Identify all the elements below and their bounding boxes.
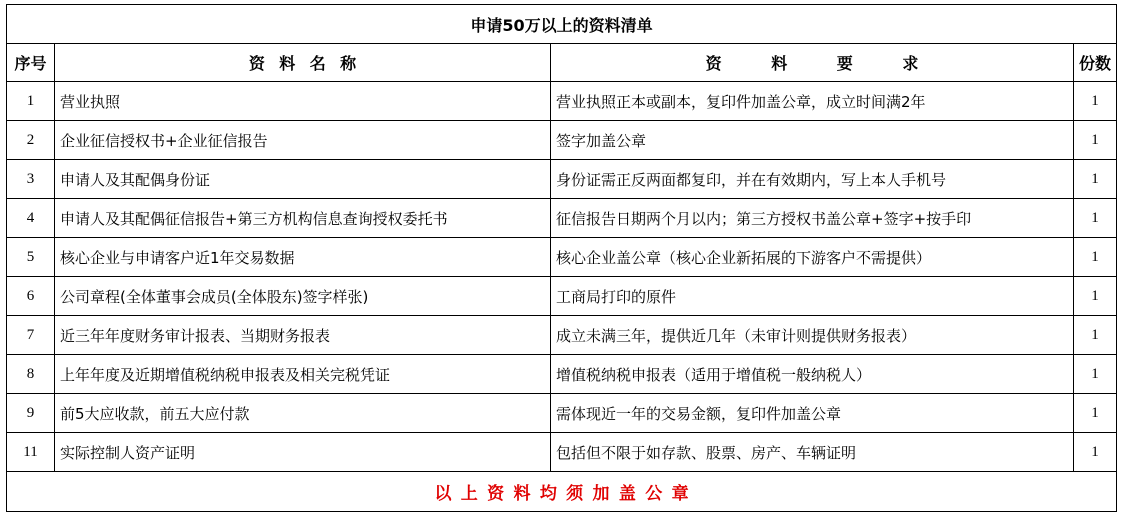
row-name: 前5大应收款，前五大应付款 xyxy=(55,394,551,433)
table-row xyxy=(7,316,1117,355)
row-count: 1 xyxy=(1074,199,1117,238)
row-seq: 2 xyxy=(7,121,55,160)
row-name: 申请人及其配偶征信报告+第三方机构信息查询授权委托书 xyxy=(55,199,551,238)
row-name: 实际控制人资产证明 xyxy=(55,433,551,472)
header-row xyxy=(7,44,1117,82)
row-seq: 3 xyxy=(7,160,55,199)
row-requirement: 营业执照正本或副本，复印件加盖公章，成立时间满2年 xyxy=(551,82,1074,121)
row-requirement: 需体现近一年的交易金额，复印件加盖公章 xyxy=(551,394,1074,433)
table-row xyxy=(7,121,1117,160)
row-requirement: 包括但不限于如存款、股票、房产、车辆证明 xyxy=(551,433,1074,472)
row-seq: 1 xyxy=(7,82,55,121)
row-name: 营业执照 xyxy=(55,82,551,121)
table-row xyxy=(7,277,1117,316)
row-seq: 6 xyxy=(7,277,55,316)
table-row xyxy=(7,238,1117,277)
footer-note: 以上资料均须加盖公章 xyxy=(7,472,1117,512)
row-seq: 7 xyxy=(7,316,55,355)
row-requirement: 签字加盖公章 xyxy=(551,121,1074,160)
table-row xyxy=(7,82,1117,121)
footer-row xyxy=(7,472,1117,512)
table-body xyxy=(7,82,1117,472)
row-requirement: 成立未满三年，提供近几年（未审计则提供财务报表） xyxy=(551,316,1074,355)
title-row xyxy=(7,5,1117,44)
row-count: 1 xyxy=(1074,160,1117,199)
row-requirement: 增值税纳税申报表（适用于增值税一般纳税人） xyxy=(551,355,1074,394)
header-count: 份数 xyxy=(1074,44,1117,82)
row-name: 核心企业与申请客户近1年交易数据 xyxy=(55,238,551,277)
table-row xyxy=(7,433,1117,472)
row-count: 1 xyxy=(1074,355,1117,394)
row-count: 1 xyxy=(1074,238,1117,277)
row-name: 企业征信授权书+企业征信报告 xyxy=(55,121,551,160)
table-row xyxy=(7,199,1117,238)
table-title: 申请50万以上的资料清单 xyxy=(7,5,1117,44)
row-requirement: 身份证需正反两面都复印，并在有效期内，写上本人手机号 xyxy=(551,160,1074,199)
row-seq: 9 xyxy=(7,394,55,433)
header-name: 资料名称 xyxy=(55,44,551,82)
row-count: 1 xyxy=(1074,316,1117,355)
materials-table xyxy=(6,4,1117,512)
header-requirement: 资料要求 xyxy=(551,44,1074,82)
row-seq: 4 xyxy=(7,199,55,238)
row-seq: 11 xyxy=(7,433,55,472)
row-requirement: 工商局打印的原件 xyxy=(551,277,1074,316)
document-sheet xyxy=(6,4,1116,512)
header-seq: 序号 xyxy=(7,44,55,82)
row-requirement: 核心企业盖公章（核心企业新拓展的下游客户不需提供） xyxy=(551,238,1074,277)
row-name: 公司章程(全体董事会成员(全体股东)签字样张) xyxy=(55,277,551,316)
row-seq: 8 xyxy=(7,355,55,394)
row-count: 1 xyxy=(1074,82,1117,121)
row-name: 上年年度及近期增值税纳税申报表及相关完税凭证 xyxy=(55,355,551,394)
row-seq: 5 xyxy=(7,238,55,277)
row-count: 1 xyxy=(1074,277,1117,316)
row-count: 1 xyxy=(1074,121,1117,160)
row-requirement: 征信报告日期两个月以内；第三方授权书盖公章+签字+按手印 xyxy=(551,199,1074,238)
row-name: 近三年年度财务审计报表、当期财务报表 xyxy=(55,316,551,355)
row-name: 申请人及其配偶身份证 xyxy=(55,160,551,199)
table-row xyxy=(7,160,1117,199)
table-row xyxy=(7,355,1117,394)
table-row xyxy=(7,394,1117,433)
row-count: 1 xyxy=(1074,433,1117,472)
row-count: 1 xyxy=(1074,394,1117,433)
